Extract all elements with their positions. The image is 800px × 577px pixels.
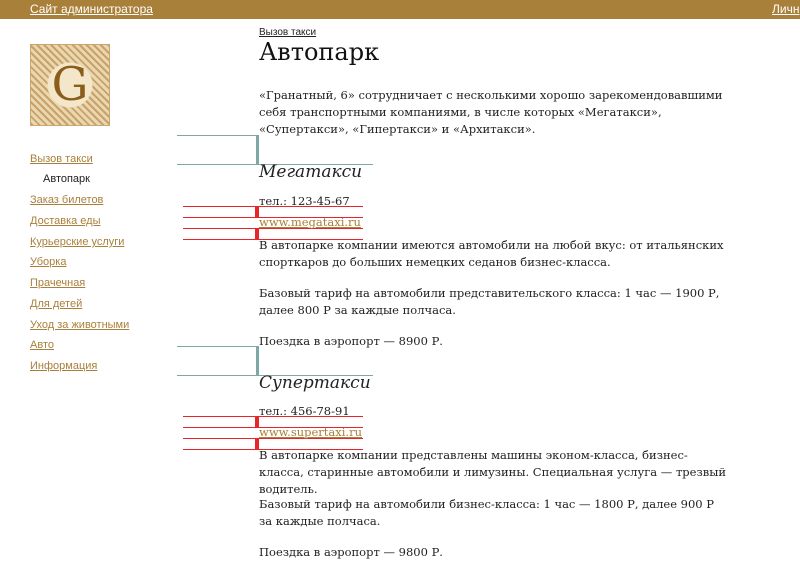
company-tariff: Базовый тариф на автомобили представительского класса: 1 час — 1900 Р, далее 800 Р за каждые полчаса. — [259, 286, 720, 317]
guide-marker — [256, 346, 259, 376]
nav-item-auto[interactable]: Авто — [30, 339, 54, 351]
nav-item-laundry[interactable]: Прачечная — [30, 277, 86, 289]
nav-item-food-delivery[interactable]: Доставка еды — [30, 215, 101, 227]
company-tariff: Базовый тариф на автомобили бизнес-класса: 1 час — 1800 Р, далее 900 Р за каждые полчаса. — [259, 497, 715, 528]
company-title: Супертакси — [259, 373, 371, 393]
logo-letter: G — [51, 57, 89, 111]
nav-item-info[interactable]: Информация — [30, 360, 98, 372]
company-title: Мегатакси — [259, 162, 363, 182]
company-airport-price: Поездка в аэропорт — 9800 Р. — [259, 545, 443, 559]
company-airport-price: Поездка в аэропорт — 8900 Р. — [259, 334, 443, 348]
company-description: В автопарке компании имеются автомобили на любой вкус: от итальянских спорткаров до больших немецких седанов бизнес-класса. — [259, 238, 724, 269]
company-description: В автопарке компании представлены машины эконом-класса, бизнес-класса, старинные автомобили и лимузины. Специальная услуга — трезвый водитель. — [259, 448, 727, 496]
guide-line — [177, 346, 259, 347]
nav-item-cleaning[interactable]: Уборка — [30, 256, 67, 268]
page-title: Автопарк — [259, 38, 380, 66]
admin-site-link[interactable]: Сайт администратора — [30, 2, 153, 16]
guide-marker — [256, 135, 259, 165]
nav-item-taxi[interactable]: Вызов такси — [30, 153, 93, 165]
top-bar — [0, 0, 800, 19]
guide-line — [177, 135, 259, 136]
nav-item-pets[interactable]: Уход за животными — [30, 319, 130, 331]
breadcrumb[interactable]: Вызов такси — [259, 27, 317, 38]
nav-item-courier[interactable]: Курьерские услуги — [30, 236, 125, 248]
logo[interactable] — [30, 44, 110, 126]
nav-item-tickets[interactable]: Заказ билетов — [30, 194, 104, 206]
nav-item-kids[interactable]: Для детей — [30, 298, 83, 310]
company-phone: тел.: 456-78-91 — [259, 404, 350, 418]
company-phone: тел.: 123-45-67 — [259, 194, 350, 208]
personal-account-link[interactable]: Личн — [772, 2, 800, 16]
company-site-link[interactable]: www.supertaxi.ru — [259, 425, 362, 439]
company-site-link[interactable]: www.megataxi.ru — [259, 215, 361, 229]
nav-item-fleet-current: Автопарк — [43, 173, 90, 185]
intro-text: «Гранатный, 6» сотрудничает с несколькими хорошо зарекомендовавшими себя транспортными компаниями, в числе которых «Мегатакси», «Супертакси», «Гипертакси» и «Архитакси». — [259, 88, 723, 136]
